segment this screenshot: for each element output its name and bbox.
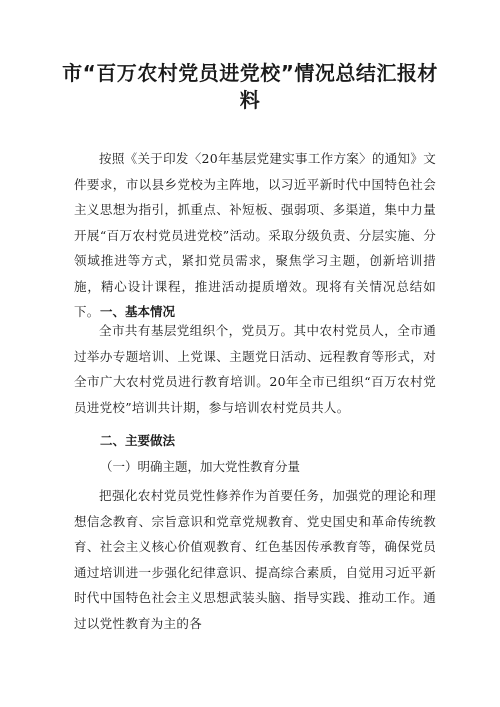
practice-paragraph-1: 把强化农村党员党性修养作为首要任务，加强党的理论和理想信念教育、宗旨意识和党章党规教育、党史国史和革命传统教育、社会主义核心价值观教育、红色基因传承教育等，确保党员通过培训进一步强化纪律意识、提高综合素质，自觉用习近平新时代中国特色社会主义思想武装头脑、指导实践、推动工作。通过以党性教育为主的各	[74, 488, 436, 631]
intro-paragraph: 按照《关于印发〈20年基层党建实事工作方案〉的通知》文件要求，市以县乡党校为主阵地，以习近平新时代中国特色社会主义思想为指引，抓重点、补短板、强弱项、多渠道，集中力量开展“百万农村党员进党校”活动。采取分级负责、分层实施、分领域推进等方式，紧扣党员需求，聚焦学习主题，创新培训措施，精心设计课程，推进活动提质增效。现将有关情况总结如下。	[74, 151, 436, 319]
section-heading-basic: 一、基本情况	[100, 304, 176, 319]
basic-paragraph: 全市共有基层党组织个，党员万。其中农村党员人，全市通过举办专题培训、上党课、主题党日活动、远程教育等形式，对全市广大农村党员进行教育培训。20年全市已组织“百万农村党员进党校”培训共计期，参与培训农村党员共人。	[74, 323, 436, 415]
section-heading-practice: 二、主要做法	[100, 433, 176, 448]
subsection-heading-1: （一）明确主题，加大党性教育分量	[100, 459, 301, 474]
document-title: 市“百万农村党员进党校”情况总结汇报材料	[62, 61, 438, 112]
